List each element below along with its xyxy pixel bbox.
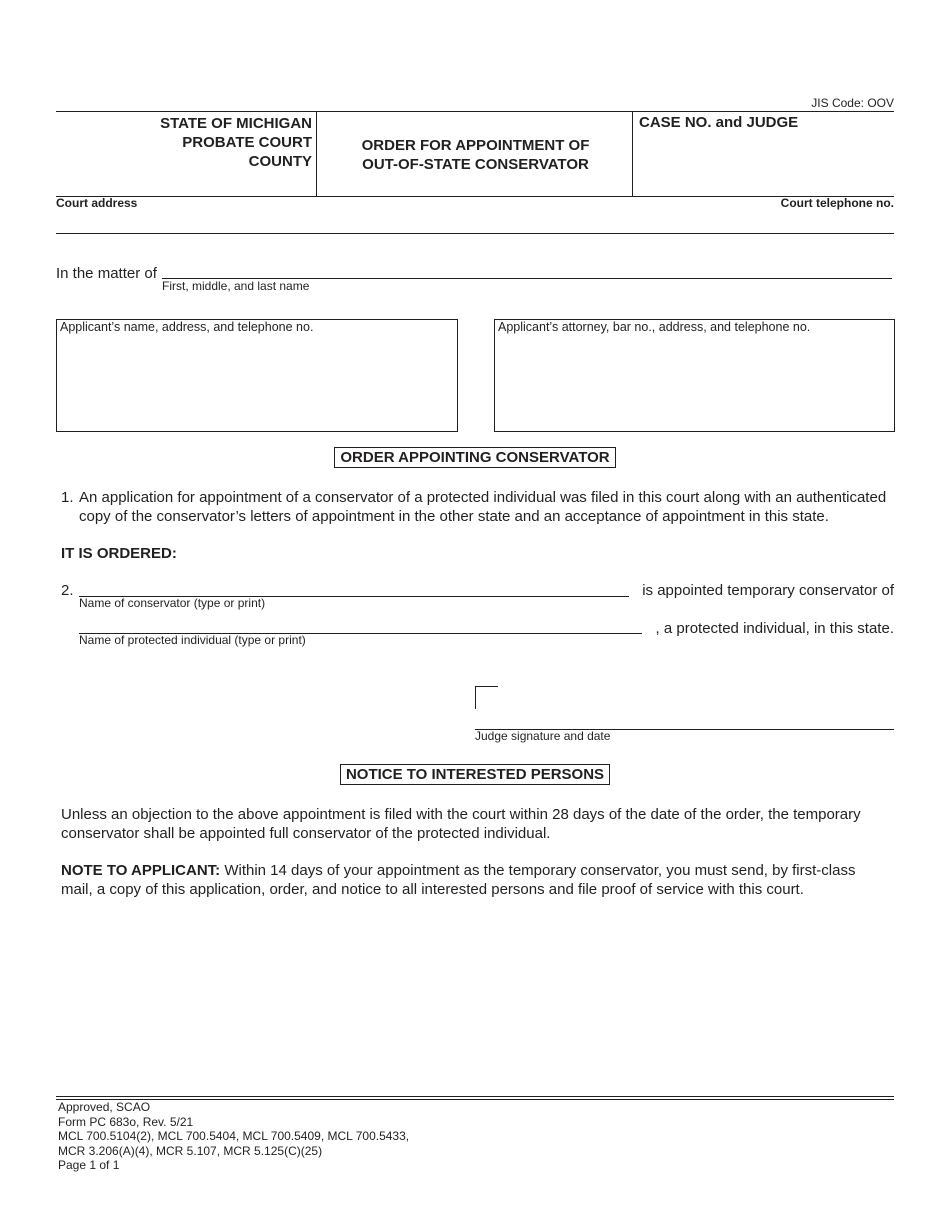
conservator-name-caption: Name of conservator (type or print) (79, 596, 266, 610)
footer-page-number: Page 1 of 1 (58, 1158, 120, 1173)
footer-mcl-references: MCL 700.5104(2), MCL 700.5404, MCL 700.5409, MCL 700.5433, (58, 1129, 410, 1144)
item-1-line-1: An application for appointment of a conservator of a protected individual was filed in this court along with an authenticated (79, 489, 887, 506)
notice-line-1: Unless an objection to the above appointment is filed with the court within 28 days of the date of the order, the temporary (61, 806, 861, 823)
item-1-text (79, 488, 899, 526)
court-name-block (56, 114, 312, 171)
court-state: STATE OF MICHIGAN (160, 115, 312, 132)
header-top-rule (56, 111, 894, 112)
header-bottom-rule (56, 196, 894, 197)
seal-corner-mark (475, 686, 498, 709)
note-line-2: mail, a copy of this application, order, and notice to all interested persons and file proof of service with this court. (61, 881, 804, 898)
footer-mcr-references: MCR 3.206(A)(4), MCR 5.107, MCR 5.125(C)(25) (58, 1143, 323, 1158)
ordered-heading: IT IS ORDERED: (61, 545, 177, 562)
judge-signature-caption: Judge signature and date (475, 729, 611, 743)
attorney-box-label: Applicant’s attorney, bar no., address, and telephone no. (498, 320, 811, 334)
footer-form-number: Form PC 683o, Rev. 5/21 (58, 1114, 194, 1129)
note-label: NOTE TO APPLICANT: (61, 862, 221, 879)
note-line-1 (61, 861, 911, 880)
item-1-number: 1. (61, 489, 74, 506)
court-county: COUNTY (248, 153, 312, 170)
case-number-field[interactable]: CASE NO. and JUDGE (639, 114, 799, 131)
court-info-rule (56, 233, 894, 234)
footer-approval: Approved, SCAO (58, 1100, 151, 1114)
matter-caption: First, middle, and last name (162, 279, 310, 293)
court-telephone-label: Court telephone no. (780, 196, 894, 210)
notice-paragraph (61, 805, 911, 843)
matter-label: In the matter of (56, 265, 157, 282)
protected-individual-caption: Name of protected individual (type or print) (79, 633, 306, 647)
applicant-box-label: Applicant’s name, address, and telephone no. (60, 320, 314, 334)
form-title (318, 136, 633, 174)
notice-line-2: conservator shall be appointed full conservator of the protected individual. (61, 825, 551, 842)
form-title-line-2: OUT-OF-STATE CONSERVATOR (362, 156, 589, 173)
note-to-applicant (61, 861, 911, 899)
item-2-text-b: , a protected individual, in this state. (655, 620, 894, 637)
attorney-info-box[interactable] (494, 319, 895, 432)
header-divider-left (316, 111, 317, 196)
order-section-title: ORDER APPOINTING CONSERVATOR (334, 447, 615, 468)
jis-code: JIS Code: OOV (811, 96, 894, 110)
note-text-1: Within 14 days of your appointment as the temporary conservator, you must send, by first-class (220, 862, 856, 879)
footer-block (58, 1100, 409, 1173)
item-2-text-a: is appointed temporary conservator of (642, 582, 894, 599)
item-2-number: 2. (61, 582, 74, 599)
item-1-line-2: copy of the conservator’s letters of appointment in the other state and an acceptance of appointment in this state. (79, 508, 829, 525)
form-title-line-1: ORDER FOR APPOINTMENT OF (361, 137, 590, 154)
court-type: PROBATE COURT (182, 134, 312, 151)
court-address-label: Court address (56, 196, 138, 210)
notice-section-title: NOTICE TO INTERESTED PERSONS (340, 764, 610, 785)
order-title-wrap (0, 449, 950, 467)
applicant-info-box[interactable] (56, 319, 458, 432)
notice-title-wrap (0, 766, 950, 784)
footer-rule-top (56, 1096, 894, 1097)
